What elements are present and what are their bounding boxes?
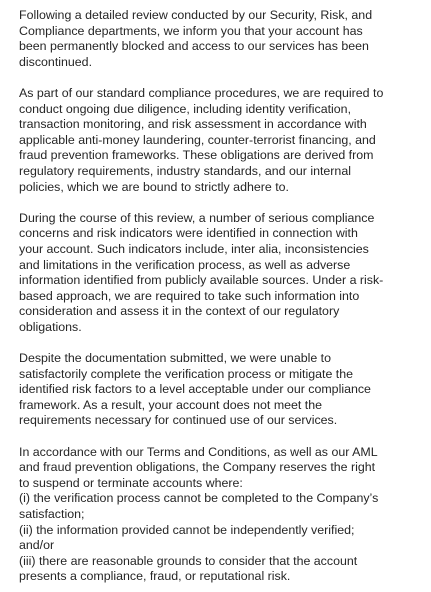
text-line: requirements necessary for continued use of our services. (19, 413, 338, 428)
text-line: and fraud prevention obligations, the Company reserves the right (19, 460, 376, 475)
text-line: and limitations in the verification process, as well as adverse (19, 257, 351, 272)
text-line: applicable anti-money laundering, counter-terrorist financing, and (19, 132, 376, 147)
text-line: Compliance departments, we inform you that your account has (19, 23, 363, 38)
text-line: concerns and risk indicators were identified in connection with (19, 226, 358, 241)
text-line: Despite the documentation submitted, we were unable to (19, 351, 332, 366)
paragraph-verification-outcome (19, 351, 417, 429)
text-line: identified risk factors to a level acceptable under our compliance (19, 382, 371, 397)
text-line: policies, which we are bound to strictly adhere to. (19, 179, 289, 194)
text-line: presents a compliance, fraud, or reputational risk. (19, 569, 291, 584)
text-line: to suspend or terminate accounts where: (19, 475, 243, 490)
text-line: information identified from publicly available sources. Under a risk- (19, 273, 384, 288)
text-line: obligations. (19, 319, 82, 334)
paragraph-terms-conditions (19, 445, 417, 585)
text-line: During the course of this review, a number of serious compliance (19, 210, 375, 225)
text-line: based approach, we are required to take such information into (19, 288, 360, 303)
text-line: satisfaction; (19, 507, 85, 521)
text-line: satisfactorily complete the verification process or mitigate the (19, 366, 354, 381)
text-line: In accordance with our Terms and Conditions, as well as our AML (19, 444, 378, 459)
text-line: conduct ongoing due diligence, including identity verification, (19, 101, 352, 116)
text-line: consideration and assess it in the context of our regulatory (19, 304, 340, 319)
text-line: Following a detailed review conducted by our Security, Risk, and (19, 8, 373, 22)
text-line: and/or (19, 538, 55, 553)
text-line: been permanently blocked and access to our services has been (19, 39, 369, 54)
text-line: transaction monitoring, and risk assessment in accordance with (19, 117, 367, 132)
text-line: regulatory requirements, industry standards, and our internal (19, 163, 351, 178)
paragraph-risk-indicators (19, 211, 417, 336)
text-line: discontinued. (19, 54, 93, 69)
text-line: your account. Such indicators include, inter alia, inconsistencies (19, 241, 369, 256)
text-line: fraud prevention frameworks. These obligations are derived from (19, 148, 374, 163)
paragraph-account-blocked (19, 8, 417, 70)
list-item-ii: (ii) the information provided cannot be independently verified; (19, 522, 355, 537)
paragraph-compliance-procedures (19, 86, 417, 195)
text-line: As part of our standard compliance procedures, we are required to (19, 85, 384, 100)
list-item-iii: (iii) there are reasonable grounds to consider that the account (19, 553, 358, 568)
text-line: framework. As a result, your account does not meet the (19, 397, 323, 412)
list-item-i: (i) the verification process cannot be completed to the Company’s (19, 491, 379, 506)
